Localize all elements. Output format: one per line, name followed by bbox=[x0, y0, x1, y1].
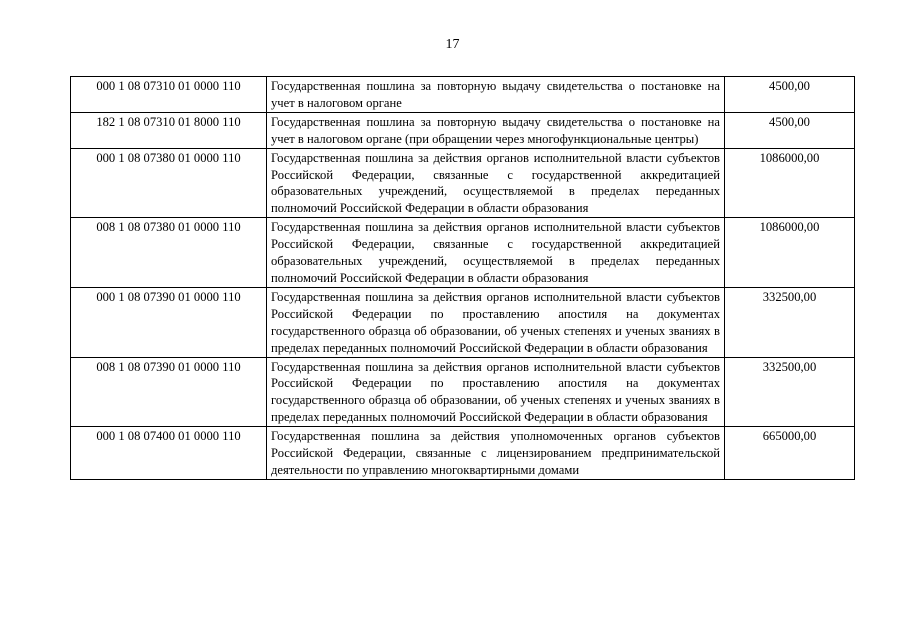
page-number: 17 bbox=[445, 37, 460, 52]
revenue-name-cell: Государственная пошлина за действия органов исполнительной власти субъектов Российской Федерации по проставлению апостиля на документах государственного образца об образовании, об ученых степенях и ученых званиях в пределах переданных полномочий Российской Федерации в области образования bbox=[267, 287, 725, 357]
amount-cell: 1086000,00 bbox=[725, 218, 855, 288]
amount-cell: 4500,00 bbox=[725, 77, 855, 113]
revenue-name-cell: Государственная пошлина за действия органов исполнительной власти субъектов Российской Федерации, связанные с государственной аккредитацией образовательных учреждений, осуществляемой в пределах переданных полномочий Российской Федерации в области образования bbox=[267, 218, 725, 288]
amount-cell: 1086000,00 bbox=[725, 148, 855, 218]
revenue-code-table bbox=[70, 76, 855, 480]
table-row bbox=[71, 112, 855, 148]
table-row bbox=[71, 287, 855, 357]
amount-cell: 4500,00 bbox=[725, 112, 855, 148]
amount-cell: 665000,00 bbox=[725, 427, 855, 480]
table-row bbox=[71, 218, 855, 288]
revenue-name-cell: Государственная пошлина за повторную выдачу свидетельства о постановке на учет в налоговом органе (при обращении через многофункциональные центры) bbox=[267, 112, 725, 148]
revenue-name-cell: Государственная пошлина за действия уполномоченных органов субъектов Российской Федерации, связанные с лицензированием предпринимательской деятельности по управлению многоквартирными домами bbox=[267, 427, 725, 480]
budget-code-cell: 000 1 08 07380 01 0000 110 bbox=[71, 148, 267, 218]
budget-code-cell: 000 1 08 07400 01 0000 110 bbox=[71, 427, 267, 480]
table-row bbox=[71, 148, 855, 218]
budget-code-cell: 008 1 08 07390 01 0000 110 bbox=[71, 357, 267, 427]
table-row bbox=[71, 77, 855, 113]
budget-code-cell: 008 1 08 07380 01 0000 110 bbox=[71, 218, 267, 288]
revenue-name-cell: Государственная пошлина за повторную выдачу свидетельства о постановке на учет в налоговом органе bbox=[267, 77, 725, 113]
revenue-name-cell: Государственная пошлина за действия органов исполнительной власти субъектов Российской Федерации, связанные с государственной аккредитацией образовательных учреждений, осуществляемой в пределах переданных полномочий Российской Федерации в области образования bbox=[267, 148, 725, 218]
table-row bbox=[71, 357, 855, 427]
budget-code-cell: 000 1 08 07390 01 0000 110 bbox=[71, 287, 267, 357]
amount-cell: 332500,00 bbox=[725, 287, 855, 357]
table-row bbox=[71, 427, 855, 480]
amount-cell: 332500,00 bbox=[725, 357, 855, 427]
revenue-name-cell: Государственная пошлина за действия органов исполнительной власти субъектов Российской Федерации по проставлению апостиля на документах государственного образца об образовании, об ученых степенях и ученых званиях в пределах переданных полномочий Российской Федерации в области образования bbox=[267, 357, 725, 427]
budget-code-cell: 000 1 08 07310 01 0000 110 bbox=[71, 77, 267, 113]
budget-code-cell: 182 1 08 07310 01 8000 110 bbox=[71, 112, 267, 148]
